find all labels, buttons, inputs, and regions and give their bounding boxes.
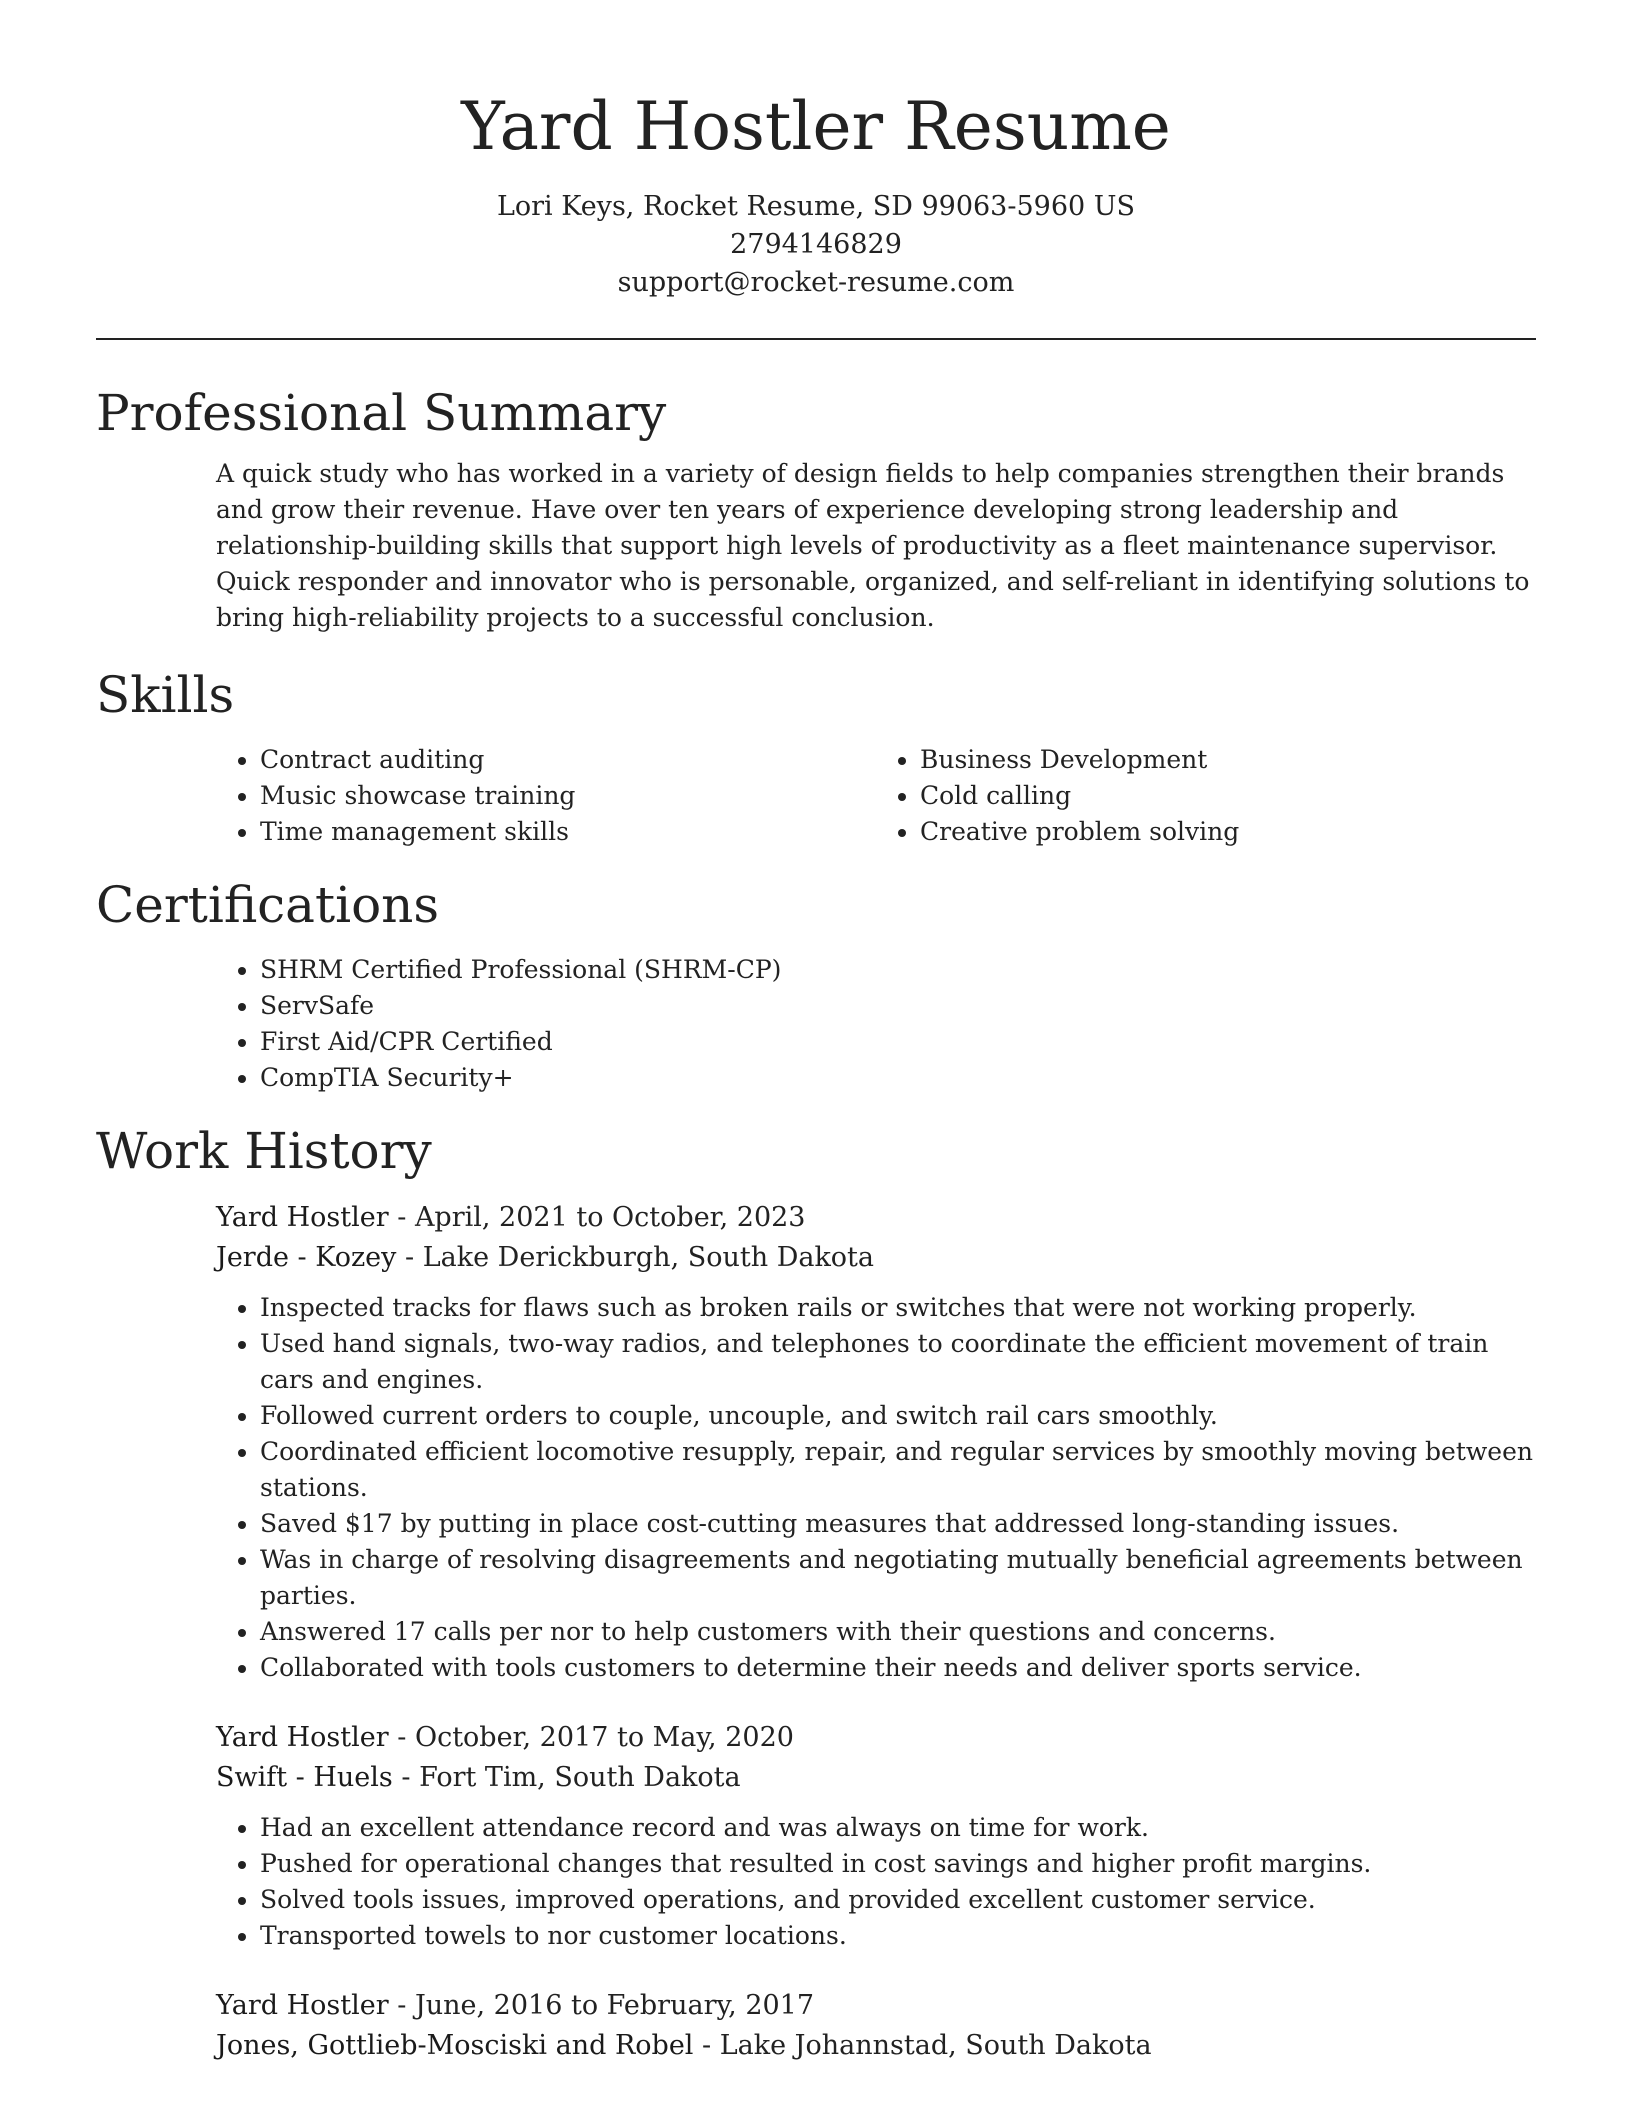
certifications-section [216, 952, 1536, 1096]
skills-list-left [216, 742, 876, 850]
job-title: Yard Hostler [216, 1990, 389, 2021]
job-location: Lake Johannstad, South Dakota [719, 2030, 1152, 2061]
skills-grid [216, 742, 1536, 850]
job-bullet: • Answered 17 calls per nor to help customers with their questions and concerns. [260, 1614, 1536, 1650]
job-bullet: • Was in charge of resolving disagreements and negotiating mutually beneficial agreements between parties. [260, 1542, 1536, 1614]
job-dates: June, 2016 to February, 2017 [414, 1990, 815, 2021]
job-bullet: • Solved tools issues, improved operations, and provided excellent customer service. [260, 1882, 1536, 1918]
skill-item: • Time management skills [260, 814, 876, 850]
job-bullet: • Transported towels to nor customer locations. [260, 1918, 1536, 1954]
work-history-section [216, 1198, 1536, 2066]
contact-address: Lori Keys, Rocket Resume, SD 99063-5960 US [496, 191, 1136, 222]
header-divider [96, 338, 1536, 340]
job-company: Swift - Huels [216, 1762, 393, 1793]
job-bullet: • Inspected tracks for flaws such as broken rails or switches that were not working properly. [260, 1290, 1536, 1326]
skill-item: • Business Development [920, 742, 1536, 778]
job-bullet: • Had an excellent attendance record and was always on time for work. [260, 1810, 1536, 1846]
job-title-line: Yard Hostler - June, 2016 to February, 2017 [216, 1990, 815, 2021]
certification-item: • First Aid/CPR Certified [260, 1024, 1536, 1060]
job-bullets [216, 1290, 1536, 1686]
resume-page [96, 0, 1536, 2066]
certification-item: • ServSafe [260, 988, 1536, 1024]
resume-header [96, 0, 1536, 302]
contact-phone: 2794146829 [730, 229, 902, 260]
job-bullet: • Coordinated efficient locomotive resupply, repair, and regular services by smoothly moving between stations. [260, 1434, 1536, 1506]
job-title-line: Yard Hostler - April, 2021 to October, 2023 [216, 1202, 806, 1233]
contact-block [96, 188, 1536, 302]
job-bullet: • Followed current orders to couple, uncouple, and switch rail cars smoothly. [260, 1398, 1536, 1434]
skill-item: • Contract auditing [260, 742, 876, 778]
job-entry [216, 1718, 1536, 1954]
job-location: Lake Derickburgh, South Dakota [422, 1242, 875, 1273]
certification-item: • CompTIA Security+ [260, 1060, 1536, 1096]
job-bullet: • Collaborated with tools customers to determine their needs and deliver sports service. [260, 1650, 1536, 1686]
job-bullet: • Saved $17 by putting in place cost-cutting measures that addressed long-standing issues. [260, 1506, 1536, 1542]
job-entry [216, 1986, 1536, 2066]
work-history-heading: Work History [96, 1122, 432, 1180]
skill-item: • Music showcase training [260, 778, 876, 814]
job-company-line: Swift - Huels - Fort Tim, South Dakota [216, 1762, 741, 1793]
job-bullets [216, 1810, 1536, 1954]
job-company-line: Jerde - Kozey - Lake Derickburgh, South Dakota [216, 1242, 875, 1273]
job-company: Jerde - Kozey [216, 1242, 397, 1273]
job-title: Yard Hostler [216, 1722, 389, 1753]
job-title: Yard Hostler [216, 1202, 389, 1233]
skills-list-right [876, 742, 1536, 850]
skills-section [216, 742, 1536, 850]
job-dates: April, 2021 to October, 2023 [414, 1202, 806, 1233]
summary-heading: Professional Summary [96, 384, 667, 442]
certifications-list [216, 952, 1536, 1096]
certifications-heading: Certifications [96, 876, 440, 934]
skill-item: • Creative problem solving [920, 814, 1536, 850]
skills-heading: Skills [96, 666, 235, 724]
job-entry [216, 1198, 1536, 1686]
skill-item: • Cold calling [920, 778, 1536, 814]
certification-item: • SHRM Certified Professional (SHRM-CP) [260, 952, 1536, 988]
job-title-line: Yard Hostler - October, 2017 to May, 2020 [216, 1722, 794, 1753]
resume-title: Yard Hostler Resume [461, 88, 1171, 165]
contact-email: support@rocket-resume.com [617, 267, 1015, 298]
job-company-line: Jones, Gottlieb-Mosciski and Robel - Lake Johannstad, South Dakota [216, 2030, 1152, 2061]
summary-section [216, 456, 1536, 636]
job-location: Fort Tim, South Dakota [419, 1762, 741, 1793]
job-bullet: • Pushed for operational changes that resulted in cost savings and higher profit margins. [260, 1846, 1536, 1882]
job-bullet: • Used hand signals, two-way radios, and telephones to coordinate the efficient movement of train cars and engines. [260, 1326, 1536, 1398]
summary-text: A quick study who has worked in a variety of design fields to help companies strengthen their brands and grow their revenue. Have over ten years of experience developing strong leadership and relationship-building skills that support high levels of productivity as a fleet maintenance supervisor. Quick responder and innovator who is personable, organized, and self-reliant in identifying solutions to bring high-reliability projects to a successful conclusion. [216, 459, 1530, 632]
job-dates: October, 2017 to May, 2020 [414, 1722, 794, 1753]
job-company: Jones, Gottlieb-Mosciski and Robel [216, 2030, 694, 2061]
